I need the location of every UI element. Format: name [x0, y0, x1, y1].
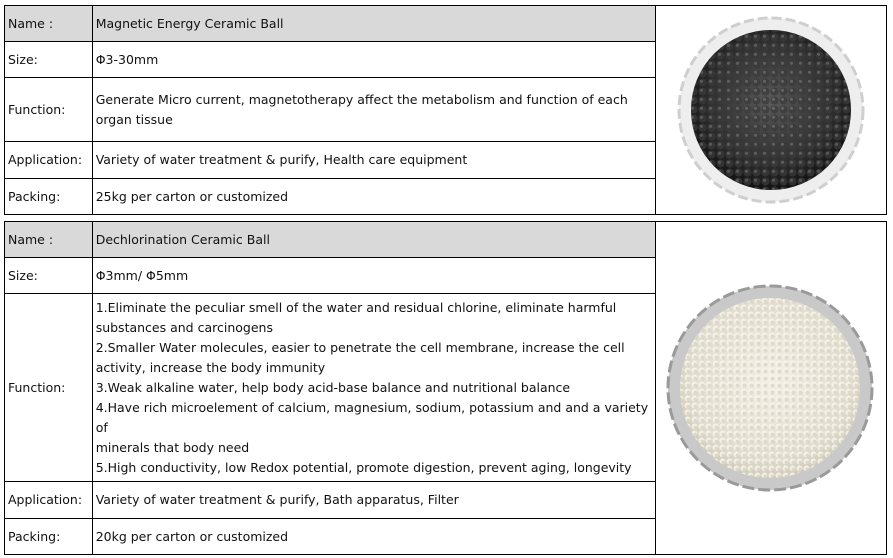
product-image-cell	[655, 6, 886, 215]
product-name: Dechlorination Ceramic Ball	[92, 222, 655, 258]
application-label: Application:	[5, 142, 93, 179]
black-ceramic-ball-image	[671, 15, 871, 205]
size-label: Size:	[5, 258, 93, 294]
application-label: Application:	[5, 482, 93, 519]
function-value	[92, 294, 655, 482]
product-spec-table-magnetic	[4, 5, 887, 215]
function-line: 2.Smaller Water molecules, easier to penetrate the cell membrane, increase the cell	[95, 339, 625, 355]
application-value: Variety of water treatment & purify, Bath apparatus, Filter	[92, 482, 655, 519]
function-label: Function:	[5, 294, 93, 482]
function-line: activity, increase the body immunity	[95, 359, 326, 375]
product-spec-table-dechlorination	[4, 221, 887, 555]
name-label: Name :	[5, 6, 93, 42]
product-image-cell	[655, 222, 886, 555]
application-value: Variety of water treatment & purify, Health care equipment	[92, 142, 655, 179]
name-row	[5, 6, 887, 42]
function-line: substances and carcinogens	[95, 319, 273, 335]
function-line: Generate Micro current, magnetotherapy affect the metabolism and function of each	[95, 91, 628, 107]
function-line: 3.Weak alkaline water, help body acid-base balance and nutritional balance	[95, 379, 571, 395]
packing-value: 25kg per carton or customized	[92, 179, 655, 215]
name-row	[5, 222, 887, 258]
function-line: 4.Have rich microelement of calcium, magnesium, sodium, potassium and and a variety of	[95, 399, 649, 435]
function-label: Function:	[5, 78, 93, 142]
function-line: organ tissue	[95, 111, 173, 127]
packing-label: Packing:	[5, 519, 93, 555]
function-line: minerals that body need	[95, 439, 250, 455]
name-label: Name :	[5, 222, 93, 258]
function-line: 1.Eliminate the peculiar smell of the water and residual chlorine, eliminate harmful	[95, 299, 617, 315]
function-line: 5.High conductivity, low Redox potential, promote digestion, prevent aging, longevity	[95, 459, 632, 475]
size-label: Size:	[5, 42, 93, 78]
size-value: Φ3mm/ Φ5mm	[92, 258, 655, 294]
size-value: Φ3-30mm	[92, 42, 655, 78]
product-name: Magnetic Energy Ceramic Ball	[92, 6, 655, 42]
white-ceramic-ball-image	[663, 283, 878, 493]
packing-value: 20kg per carton or customized	[92, 519, 655, 555]
function-value	[92, 78, 655, 142]
packing-label: Packing:	[5, 179, 93, 215]
